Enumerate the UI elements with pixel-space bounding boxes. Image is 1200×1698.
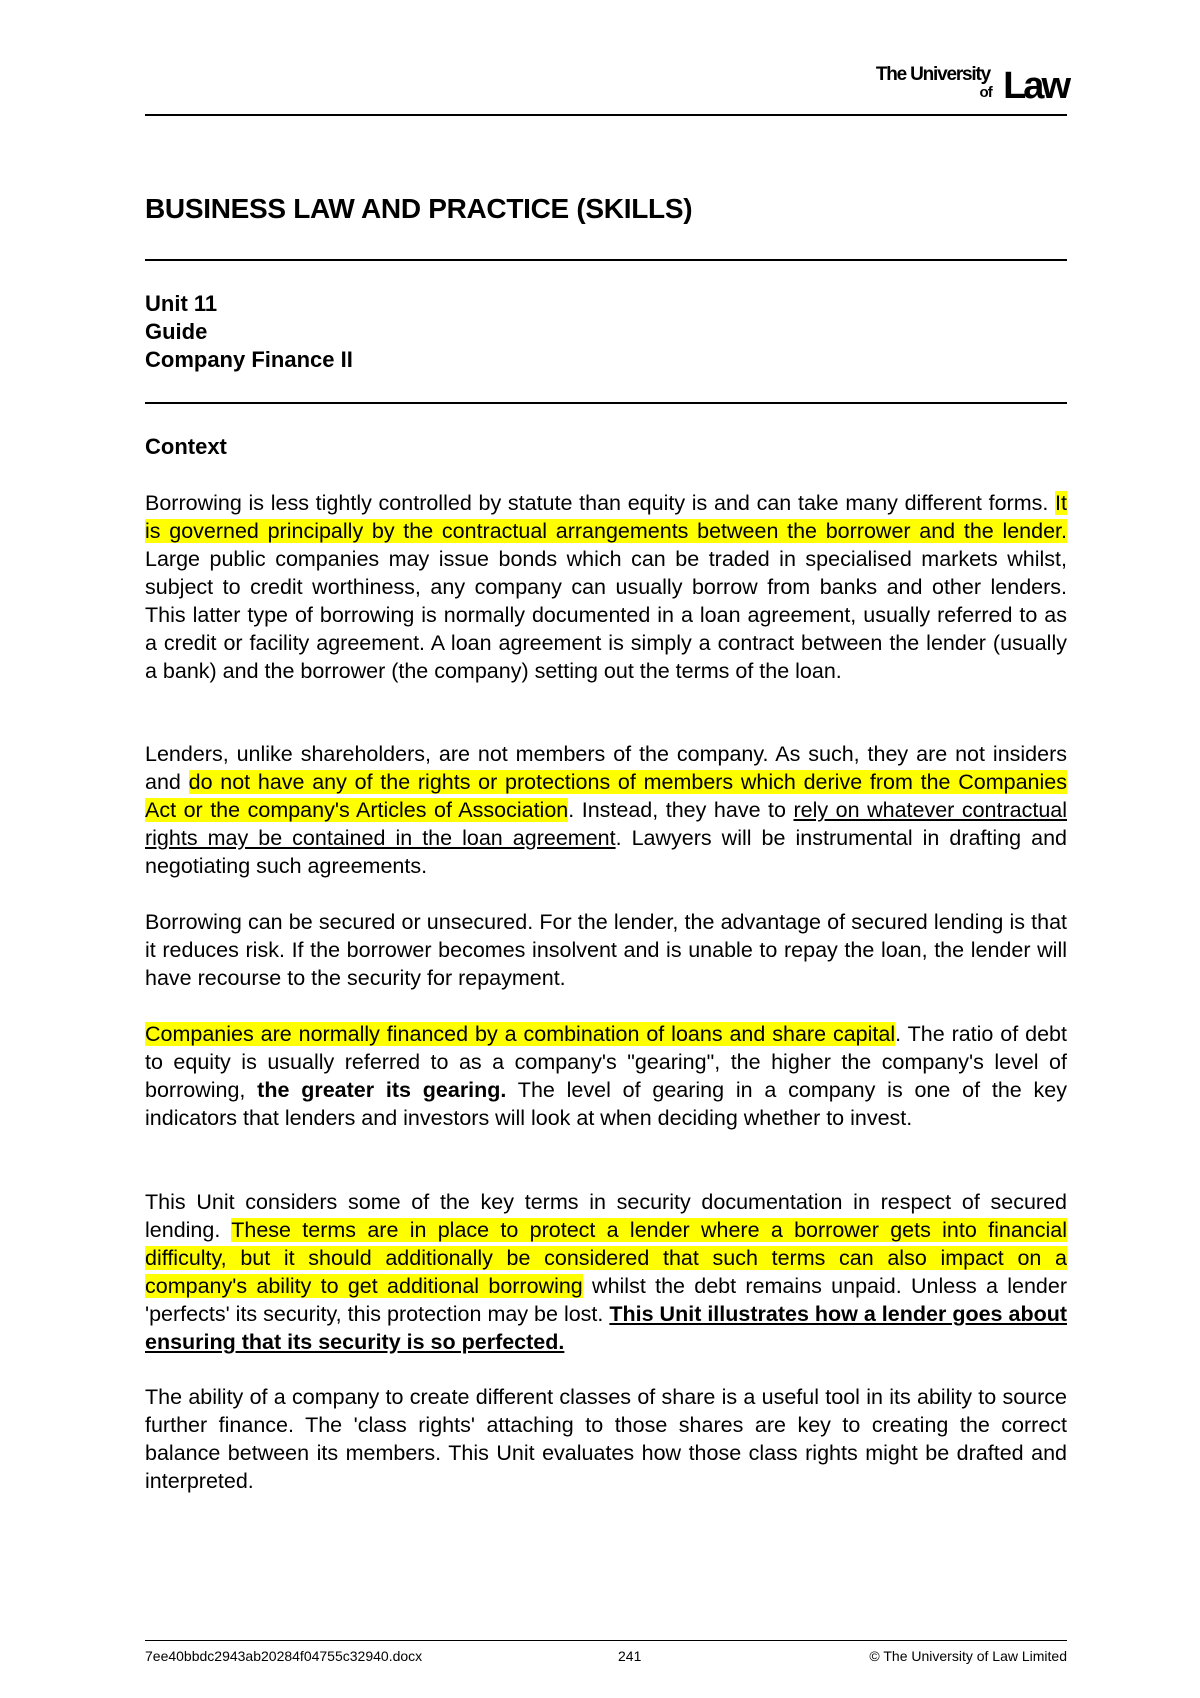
unit-type: Guide xyxy=(145,319,208,344)
p5-bold-underline: This Unit illustrates how a lender goes about ensuring that its security is so perfected. xyxy=(145,1302,1067,1354)
footer-copyright: © The University of Law Limited xyxy=(869,1648,1067,1664)
unit-info xyxy=(145,290,353,374)
context-heading: Context xyxy=(145,434,227,459)
unit-name: Company Finance II xyxy=(145,347,353,372)
p4-text-2: The level of gearing in a company is one of the key indicators that lenders and investors will look at when deciding whether to invest. xyxy=(145,1078,1067,1130)
paragraph-1 xyxy=(145,489,1067,685)
paragraph-2 xyxy=(145,740,1067,880)
p5-highlight: These terms are in place to protect a lender where a borrower gets into financial difficulty, but it should additionally be considered that such terms can also impact on a company's ability to get additional borrowing xyxy=(145,1218,1067,1298)
p4-text-1: . The ratio of debt to equity is usually referred to as a company's "gearing", the higher the company's level of borrowing, xyxy=(145,1022,1067,1102)
logo-word: Law xyxy=(1003,65,1068,107)
p2-text-2: . Instead, they have to xyxy=(568,798,794,822)
paragraph-3: Borrowing can be secured or unsecured. For the lender, the advantage of secured lending is that it reduces risk. If the borrower becomes insolvent and is unable to repay the loan, the lender will have recourse to the security for repayment. xyxy=(145,910,1067,990)
footer-filename: 7ee40bbdc2943ab20284f04755c32940.docx xyxy=(145,1648,423,1664)
unit-number: Unit 11 xyxy=(145,291,218,316)
title-rule xyxy=(145,259,1067,261)
document-title: BUSINESS LAW AND PRACTICE (SKILLS) xyxy=(145,193,693,224)
p2-text-1: Lenders, unlike shareholders, are not members of the company. As such, they are not insiders and xyxy=(145,742,1067,794)
paragraph-6: The ability of a company to create different classes of share is a useful tool in its ability to source further finance. The 'class rights' attaching to those shares are key to creating the correct balance between its members. This Unit evaluates how those class rights might be drafted and interpreted. xyxy=(145,1385,1067,1493)
p5-text-1: This Unit considers some of the key terms in security documentation in respect of secured lending. xyxy=(145,1190,1067,1242)
p2-text-3: . Lawyers will be instrumental in drafting and negotiating such agreements. xyxy=(145,826,1067,878)
university-logo xyxy=(858,62,1068,108)
logo-line2: of xyxy=(979,84,992,101)
logo-line1: The University xyxy=(875,64,990,85)
p4-bold: the greater its gearing. xyxy=(257,1078,507,1102)
p2-highlight: do not have any of the rights or protections of members which derive from the Companies Act or the company's Articles of Association xyxy=(145,770,1067,822)
p1-text-1: Borrowing is less tightly controlled by statute than equity is and can take many different forms. xyxy=(145,491,1056,515)
unit-rule xyxy=(145,402,1067,404)
p2-underline: rely on whatever contractual rights may be contained in the loan agreement xyxy=(145,798,1068,850)
p5-text-2: whilst the debt remains unpaid. Unless a lender 'perfects' its security, this protection may be lost. xyxy=(145,1274,1067,1326)
header-rule xyxy=(145,114,1067,116)
paragraph-4 xyxy=(145,1020,1067,1132)
paragraph-5 xyxy=(145,1188,1067,1356)
p1-text-2: Large public companies may issue bonds which can be traded in specialised markets whilst, subject to credit worthiness, any company can usually borrow from banks and other lenders. This latter type of borrowing is normally documented in a loan agreement, usually referred to as a credit or facility agreement. A loan agreement is simply a contract between the lender (usually a bank) and the borrower (the company) setting out the terms of the loan. xyxy=(145,547,1067,683)
footer-page-number: 241 xyxy=(618,1648,642,1664)
p4-highlight: Companies are normally financed by a combination of loans and share capital xyxy=(145,1022,896,1046)
p1-highlight: It is governed principally by the contractual arrangements between the borrower and the lender. xyxy=(145,491,1067,543)
footer-rule xyxy=(145,1640,1067,1641)
